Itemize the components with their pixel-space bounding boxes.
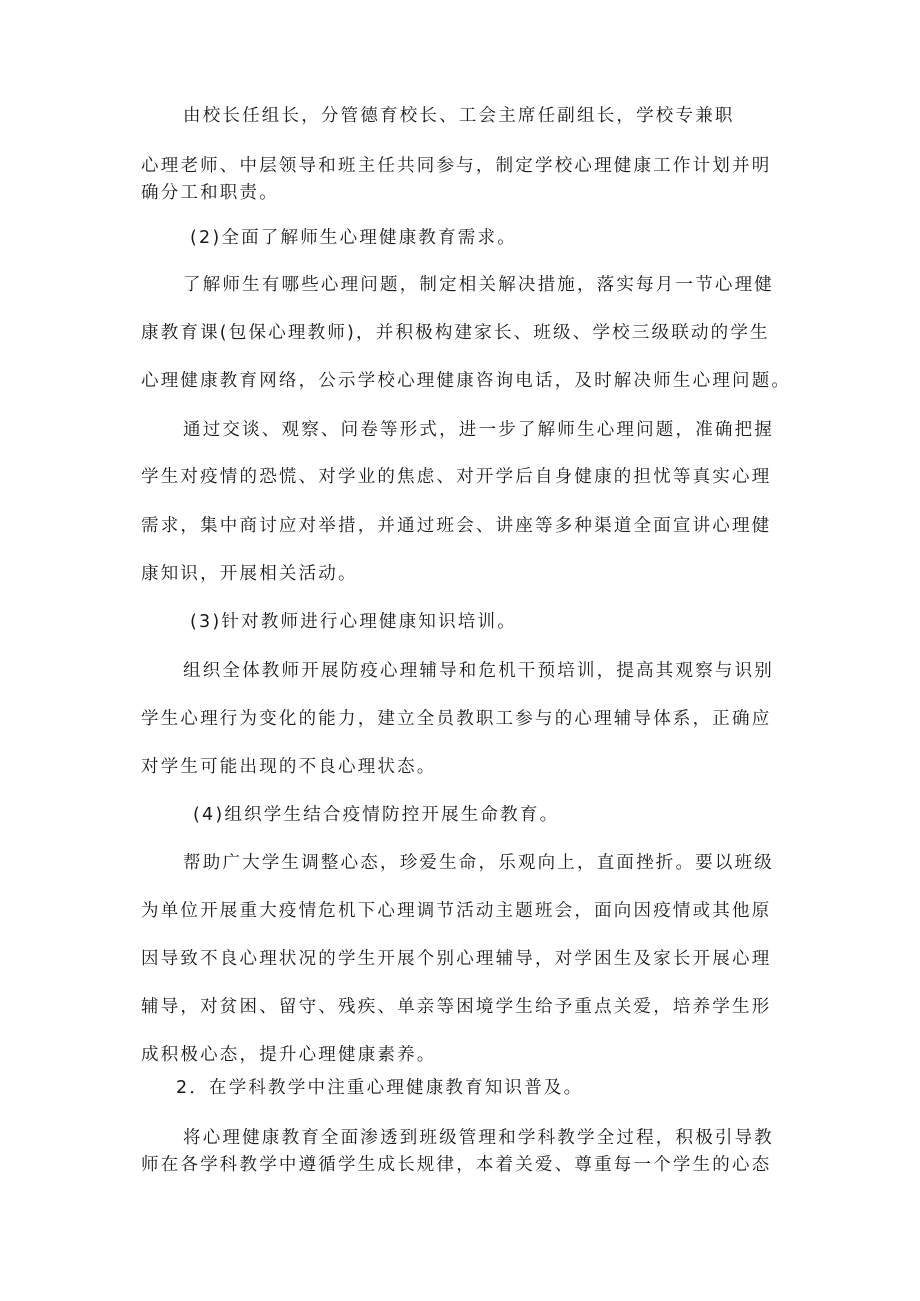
text-line: 康知识，开展相关活动。: [141, 564, 358, 584]
text-line: 因导致不良心理状况的学生开展个别心理辅导，对学困生及家长开展心理: [141, 949, 772, 969]
text-line: 学生对疫情的恐慌、对学业的焦虑、对开学后自身健康的担忧等真实心理: [141, 467, 772, 487]
text-line: 心理健康教育网络，公示学校心理健康咨询电话，及时解决师生心理问题。: [141, 371, 792, 391]
text-line: 将心理健康教育全面渗透到班级管理和学科教学全过程，积极引导教: [183, 1128, 774, 1148]
text-line: 为单位开展重大疫情危机下心理调节活动主题班会，面向因疫情或其他原: [141, 901, 772, 921]
section-heading: (3)针对教师进行心理健康知识培训。: [190, 612, 517, 632]
text-line: 帮助广大学生调整心态，珍爱生命，乐观向上，直面挫折。要以班级: [183, 853, 774, 873]
text-line: 辅导，对贫困、留守、残疾、单亲等困境学生给予重点关爱，培养学生形: [141, 997, 772, 1017]
text-line: 心理老师、中层领导和班主任共同参与，制定学校心理健康工作计划并明: [141, 156, 772, 176]
text-line: 师在各学科教学中遵循学生成长规律，本着关爱、尊重每一个学生的心态: [141, 1155, 772, 1175]
section-heading: 2．在学科教学中注重心理健康教育知识普及。: [176, 1078, 584, 1098]
text-line: 了解师生有哪些心理问题，制定相关解决措施，落实每月一节心理健: [183, 275, 774, 295]
section-heading: (2)全面了解师生心理健康教育需求。: [190, 228, 517, 248]
text-line: 对学生可能出现的不良心理状态。: [141, 757, 437, 777]
text-line: 由校长任组长，分管德育校长、工会主席任副组长，学校专兼职: [183, 106, 735, 126]
text-line: 成积极心态，提升心理健康素养。: [141, 1045, 437, 1065]
text-line: 康教育课(包保心理教师)，并积极构建家长、班级、学校三级联动的学生: [141, 323, 770, 343]
text-line: 需求，集中商讨应对举措，并通过班会、讲座等多种渠道全面宣讲心理健: [141, 516, 772, 536]
text-line: 学生心理行为变化的能力，建立全员教职工参与的心理辅导体系，正确应: [141, 709, 772, 729]
text-line: 组织全体教师开展防疫心理辅导和危机干预培训，提高其观察与识别: [183, 661, 774, 681]
text-line: 确分工和职责。: [141, 183, 279, 203]
section-heading: (4)组织学生结合疫情防控开展生命教育。: [193, 805, 560, 825]
text-line: 通过交谈、观察、问卷等形式，进一步了解师生心理问题，准确把握: [183, 420, 774, 440]
